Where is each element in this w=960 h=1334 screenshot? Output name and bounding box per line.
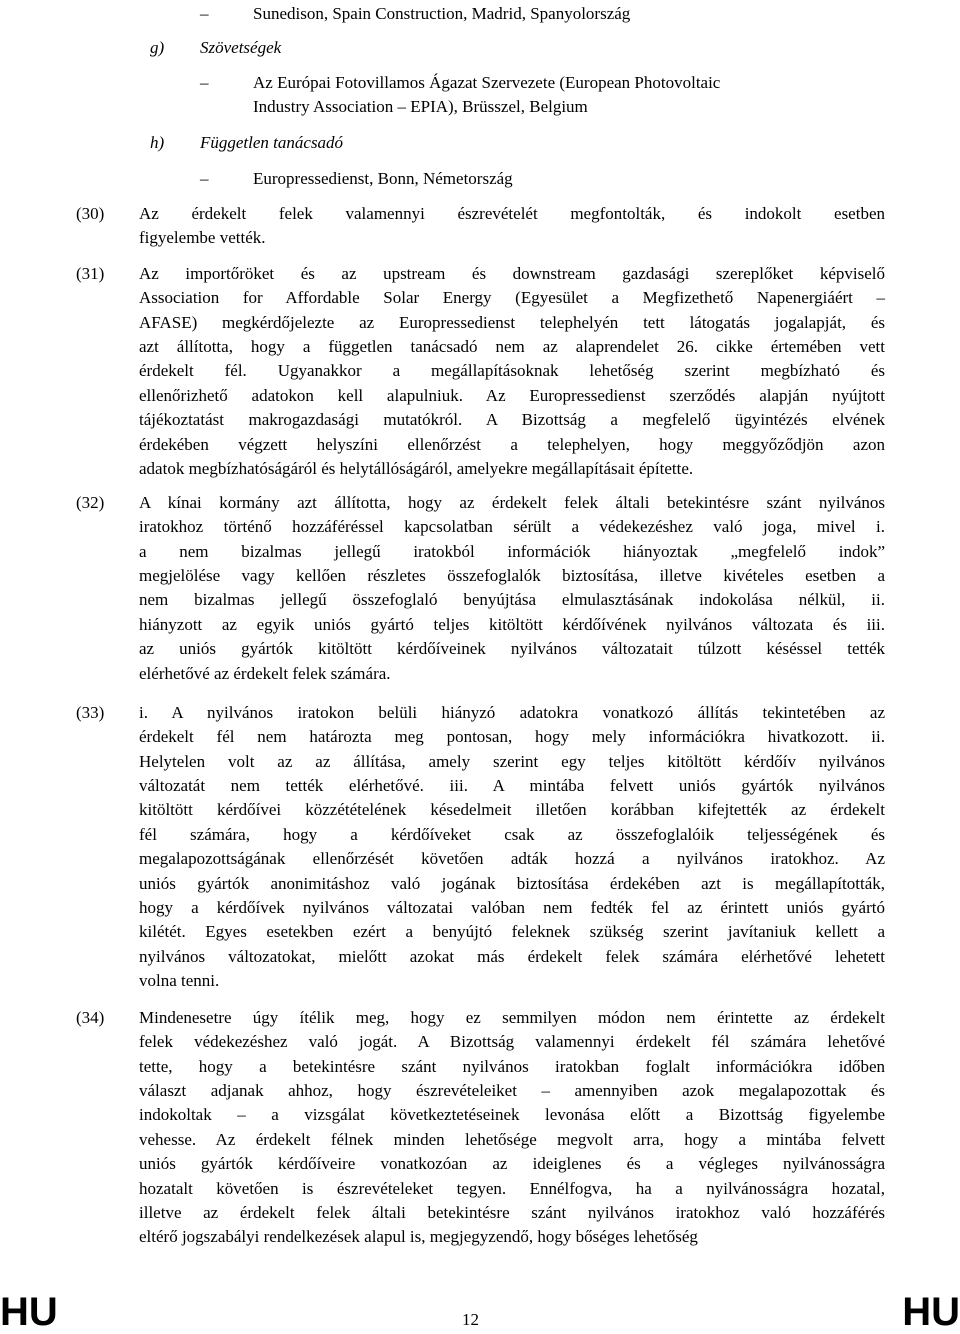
- paragraph-text: nyilvános változatokat, mielőtt azokat más érdekelt felek számára elérhetővé lehetett: [139, 946, 885, 966]
- category-title: Független tanácsadó: [200, 133, 344, 152]
- paragraph-text: ellenőrizhető adatokon kell alapulniuk. Az Europressedienst szerződés alapján nyújtott: [139, 385, 885, 405]
- dash: –: [200, 169, 209, 188]
- language-code-right: HU: [902, 1290, 960, 1334]
- paragraph-text: volna tenni.: [139, 970, 220, 990]
- entry-text: Sunedison, Spain Construction, Madrid, Spanyolország: [253, 4, 631, 23]
- paragraph-text: kitöltött kérdőívei közzétételének késedelmeit illetően korábban kifejtették az érdekelt: [139, 800, 885, 820]
- paragraph-text: tette, hogy a betekintésre szánt nyilvános iratokban foglalt információkra időben: [139, 1056, 885, 1076]
- dash: –: [200, 73, 209, 92]
- category-letter: h): [150, 133, 165, 152]
- paragraph-number: (31): [76, 264, 105, 283]
- paragraph-text: uniós gyártók anonimitáshoz való jogának biztosítása érdekében azt is megállapították,: [139, 873, 885, 893]
- paragraph-text: érdekelt fél. Ugyanakkor a megállapításoknak lehetőség szerint megbízható és: [139, 361, 885, 381]
- paragraph-text: a nem bizalmas jellegű iratokból információk hiányoztak „megfelelő indok”: [139, 541, 885, 561]
- paragraph-text: A kínai kormány azt állította, hogy az érdekelt felek általi betekintésre szánt nyilvános: [139, 493, 885, 512]
- entry-text: Europressedienst, Bonn, Németország: [253, 169, 513, 188]
- paragraph-text: iratokhoz történő hozzáféréssel kapcsolatban sérült a védekezéshez való joga, mivel i.: [139, 517, 885, 537]
- paragraph-text: adatok megbízhatóságáról és helytállóságáról, amelyekre megállapításait építette.: [139, 458, 694, 478]
- page-number: 12: [462, 1310, 479, 1329]
- paragraph-text: hiányzott az egyik uniós gyártó teljes kitöltött kérdőívének nyilvános változata és iii.: [139, 614, 885, 634]
- entry-text: Az Európai Fotovillamos Ágazat Szervezete (European Photovoltaic: [253, 73, 721, 92]
- paragraph-text: megjelölése vagy kellően részletes összefoglalók biztosítása, illetve kivételes esetben a: [139, 566, 885, 585]
- paragraph-text: változatát nem tették elérhetővé. iii. A mintába felvett uniós gyártók nyilvános: [139, 776, 885, 795]
- paragraph-number: (32): [76, 493, 105, 512]
- paragraph-text: Az érdekelt felek valamennyi észrevételét megfontolták, és indokolt esetben: [139, 204, 885, 223]
- paragraph-text: Mindenesetre úgy ítélik meg, hogy ez semmilyen módon nem érintette az érdekelt: [139, 1008, 885, 1027]
- paragraph-text: AFASE) megkérdőjelezte az Europressedienst telephelyén tett látogatás jogalapját, és: [139, 312, 885, 332]
- paragraph-text: azt állította, hogy a független tanácsadó nem az alaprendelet 26. cikke értemében vett: [139, 337, 885, 357]
- paragraph-text: tájékoztatást makrogazdasági mutatókról. A Bizottság a megfelelő ügyintézés elvének: [139, 410, 885, 430]
- paragraph-number: (33): [76, 703, 105, 722]
- paragraph-number: (34): [76, 1008, 105, 1027]
- paragraph-text: figyelembe vették.: [139, 228, 266, 248]
- category-letter: g): [150, 38, 165, 57]
- paragraph-text: i. A nyilvános iratokon belüli hiányzó adatokra vonatkozó állítás tekintetében az: [139, 703, 885, 722]
- paragraph-text: választ adjanak ahhoz, hogy észrevételeiket – amennyiben azok megalapozottak és: [139, 1081, 885, 1100]
- paragraph-text: elérhetővé az érdekelt felek számára.: [139, 663, 391, 683]
- paragraph-text: vehesse. Az érdekelt félnek minden lehetősége megvolt arra, hogy a mintába felvett: [139, 1129, 885, 1149]
- paragraph-text: Az importőröket és az upstream és downstream gazdasági szereplőket képviselő: [139, 264, 885, 283]
- paragraph-text: uniós gyártók kérdőíveire vonatkozóan az ideiglenes és a végleges nyilvánosságra: [139, 1154, 885, 1174]
- paragraph-text: Association for Affordable Solar Energy (Egyesület a Megfizethető Napenergiáért –: [139, 288, 885, 308]
- paragraph-text: kilétét. Egyes esetekben ezért a benyújtó feleknek szükség szerint javítaniuk kellett a: [139, 922, 885, 942]
- paragraph-text: nem bizalmas jellegű összefoglaló benyújtása elmulasztásának indokolása nélkül, ii.: [139, 590, 885, 610]
- paragraph-text: Helytelen volt az az állítása, amely szerint egy teljes kitöltött kérdőív nyilvános: [139, 751, 885, 771]
- paragraph-text: érdekében végzett helyszíni ellenőrzést a telephelyen, hogy meggyőződjön azon: [139, 434, 885, 454]
- paragraph-text: megalapozottságának ellenőrzését követően adták hozzá a nyilvános iratokhoz. Az: [139, 849, 885, 869]
- paragraph-text: fél számára, hogy a kérdőíveket csak az összefoglalóik teljességének és: [139, 824, 885, 844]
- paragraph-text: indokoltak – a vizsgálat következtetéseinek levonása előtt a Bizottság figyelembe: [139, 1105, 885, 1125]
- paragraph-text: hozatalt követően is észrevételeket tegyen. Ennélfogva, ha a nyilvánosságra hozatal,: [139, 1178, 885, 1198]
- paragraph-text: hogy a kérdőívek nyilvános változatai valóban nem fedték fel az érintett uniós gyártó: [139, 897, 885, 917]
- category-title: Szövetségek: [200, 38, 282, 57]
- paragraph-text: illetve az érdekelt felek általi betekintésre szánt nyilvános iratokhoz való hozzáférés: [139, 1202, 885, 1222]
- paragraph-text: felek védekezéshez való jogát. A Bizottság valamennyi érdekelt fél számára lehetővé: [139, 1032, 885, 1052]
- paragraph-text: az uniós gyártók kitöltött kérdőíveinek nyilvános változatait túlzott késéssel tették: [139, 639, 885, 659]
- paragraph-number: (30): [76, 204, 105, 223]
- entry-text: Industry Association – EPIA), Brüsszel, Belgium: [253, 97, 588, 116]
- language-code-left: HU: [0, 1290, 58, 1334]
- dash: –: [200, 4, 209, 23]
- paragraph-text: eltérő jogszabályi rendelkezések alapul is, megjegyzendő, hogy bőséges lehetőség: [139, 1227, 698, 1247]
- paragraph-text: érdekelt fél nem határozta meg pontosan, hogy mely információkra hivatkozott. ii.: [139, 727, 885, 747]
